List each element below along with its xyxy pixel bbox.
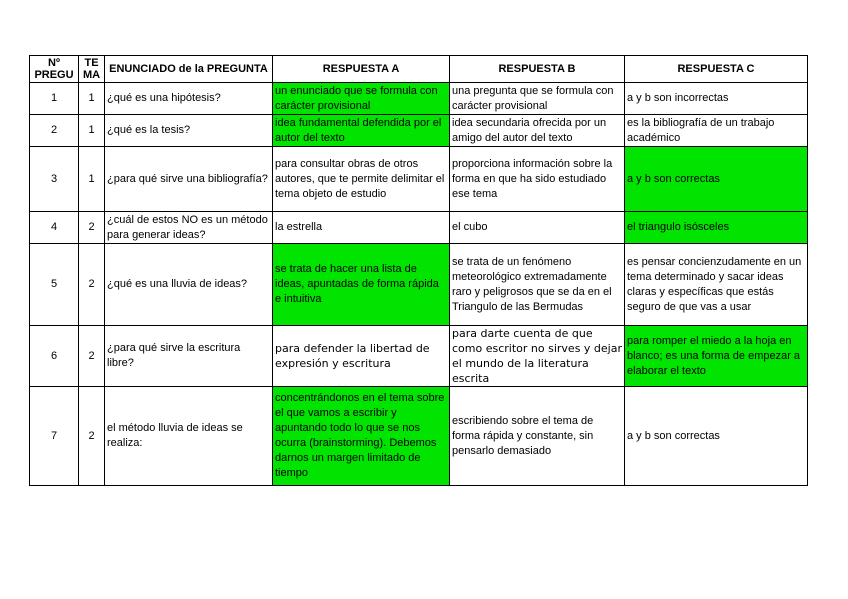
answer-b: para darte cuenta de que como escritor no sirves y dejar el mundo de la literatura escrita: [450, 326, 625, 387]
table-row: [30, 147, 808, 212]
question-text: ¿cuál de estos NO es un método para generar ideas?: [105, 212, 273, 244]
question-tema: 1: [79, 147, 105, 212]
answer-b: proporciona información sobre la forma en que ha sido estudiado ese tema: [450, 147, 625, 212]
table-row: [30, 115, 808, 147]
answer-a: un enunciado que se formula con carácter provisional: [273, 83, 450, 115]
table-row: [30, 326, 808, 387]
header-answer-a: RESPUESTA A: [273, 56, 450, 83]
table-row: [30, 244, 808, 326]
answer-c: el triangulo isósceles: [625, 212, 808, 244]
question-tema: 2: [79, 326, 105, 387]
question-text: ¿qué es la tesis?: [105, 115, 273, 147]
answer-c: es pensar concienzudamente en un tema determinado y sacar ideas claras y específicas que estás seguro de que vas a usar: [625, 244, 808, 326]
answer-b: idea secundaria ofrecida por un amigo del autor del texto: [450, 115, 625, 147]
answer-c: para romper el miedo a la hoja en blanco; es una forma de empezar a elaborar el texto: [625, 326, 808, 387]
answer-a: para consultar obras de otros autores, que te permite delimitar el tema objeto de estudio: [273, 147, 450, 212]
answer-c: a y b son correctas: [625, 387, 808, 486]
question-tema: 2: [79, 244, 105, 326]
header-num: Nº PREGU: [30, 56, 79, 83]
question-number: 5: [30, 244, 79, 326]
question-number: 3: [30, 147, 79, 212]
header-tema: TE MA: [79, 56, 105, 83]
question-number: 4: [30, 212, 79, 244]
question-text: ¿para qué sirve una bibliografía?: [105, 147, 273, 212]
question-number: 6: [30, 326, 79, 387]
header-question: ENUNCIADO de la PREGUNTA: [105, 56, 273, 83]
question-text: ¿qué es una lluvia de ideas?: [105, 244, 273, 326]
question-number: 7: [30, 387, 79, 486]
question-tema: 2: [79, 387, 105, 486]
answer-a: idea fundamental defendida por el autor del texto: [273, 115, 450, 147]
answer-c: a y b son correctas: [625, 147, 808, 212]
answer-a: se trata de hacer una lista de ideas, apuntadas de forma rápida e intuitiva: [273, 244, 450, 326]
question-text: el método lluvia de ideas se realiza:: [105, 387, 273, 486]
answer-a: la estrella: [273, 212, 450, 244]
table-row: [30, 212, 808, 244]
answer-c: es la bibliografía de un trabajo académico: [625, 115, 808, 147]
answer-b: escribiendo sobre el tema de forma rápida y constante, sin pensarlo demasiado: [450, 387, 625, 486]
answer-b: el cubo: [450, 212, 625, 244]
question-text: ¿para qué sirve la escritura libre?: [105, 326, 273, 387]
answer-b: una pregunta que se formula con carácter provisional: [450, 83, 625, 115]
question-number: 2: [30, 115, 79, 147]
header-answer-c: RESPUESTA C: [625, 56, 808, 83]
question-tema: 1: [79, 115, 105, 147]
question-tema: 1: [79, 83, 105, 115]
header-answer-b: RESPUESTA B: [450, 56, 625, 83]
header-row: [30, 56, 808, 83]
question-text: ¿qué es una hipótesis?: [105, 83, 273, 115]
answer-a: para defender la libertad de expresión y escritura: [273, 326, 450, 387]
table-row: [30, 387, 808, 486]
answer-c: a y b son incorrectas: [625, 83, 808, 115]
table-row: [30, 83, 808, 115]
question-number: 1: [30, 83, 79, 115]
quiz-table: [29, 55, 808, 486]
question-tema: 2: [79, 212, 105, 244]
answer-a: concentrándonos en el tema sobre el que vamos a escribir y apuntando todo lo que se nos ocurra (brainstorming). Debemos darnos un margen limitado de tiempo: [273, 387, 450, 486]
answer-b: se trata de un fenómeno meteorológico extremadamente raro y peligrosos que se da en el Triangulo de las Bermudas: [450, 244, 625, 326]
